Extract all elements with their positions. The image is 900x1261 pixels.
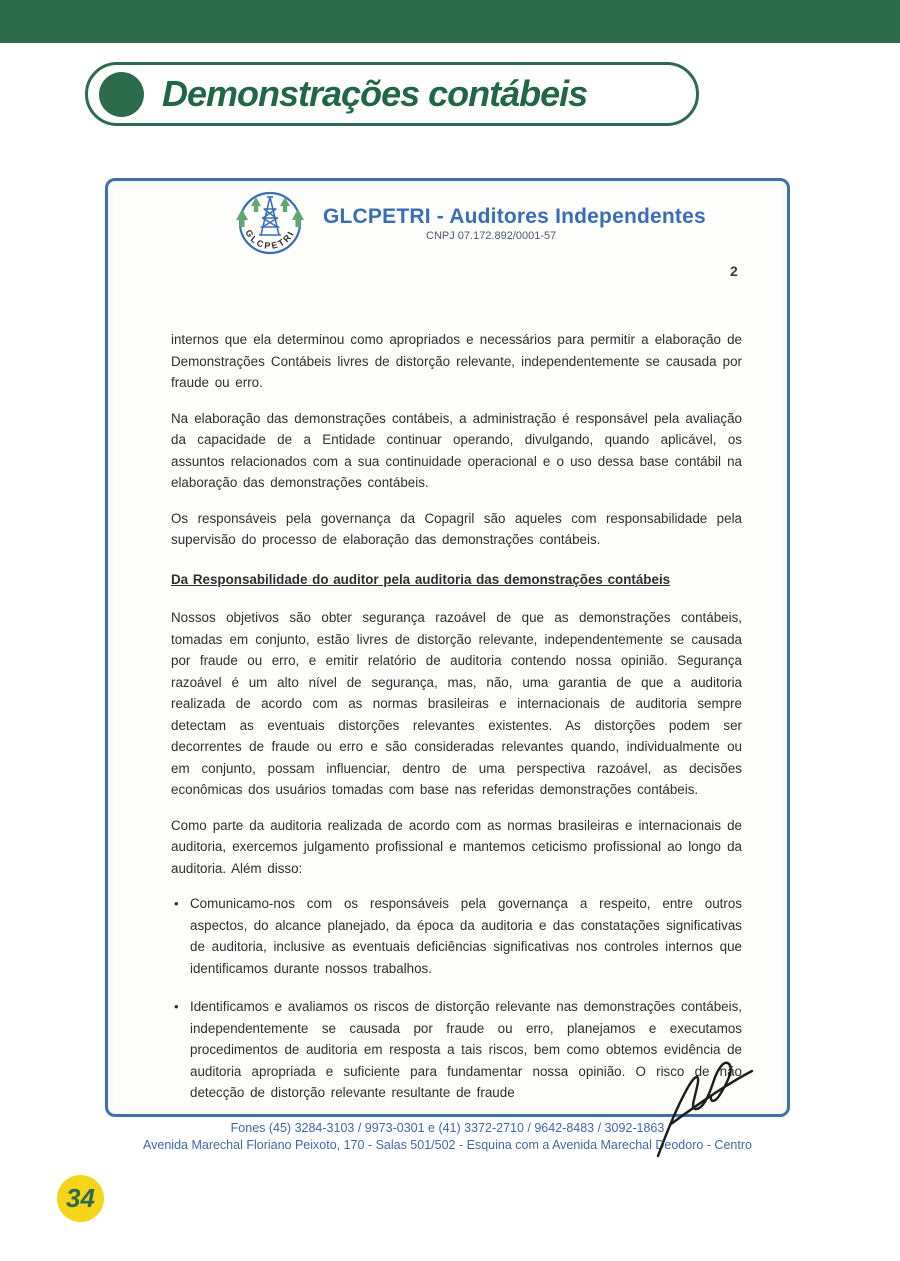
footer-phones: Fones (45) 3284-3103 / 9973-0301 e (41) 3372-2710 / 9642-8483 / 3092-1863 xyxy=(230,1121,665,1135)
list-item-text: Comunicamo-nos com os responsáveis pela governança a respeito, entre outros aspectos, do alcance planejado, da época da auditoria e das constatações significativas de auditoria, inclusive as eventuais deficiências significativas nos controles internos que identificamos durante nossos trabalhos. xyxy=(190,896,742,976)
letterhead-title: GLCPETRI - Auditores Independentes xyxy=(323,205,706,228)
letterhead-cnpj: CNPJ 07.172.892/0001-57 xyxy=(426,230,557,242)
list-item-text: Identificamos e avaliamos os riscos de distorção relevante nas demonstrações contábeis, independentemente se causada por fraude ou erro, planejamos e executamos procedimentos de auditoria em resposta a tais riscos, bem como obtemos evidência de auditoria apropriada e suficiente para fundamentar nossa opinião. O risco de não detecção de distorção relevante resultante de fraude xyxy=(190,999,742,1100)
logo-curved-text: GLCPETRI xyxy=(243,227,297,251)
section-title: Demonstrações contábeis xyxy=(162,73,588,114)
glcpetri-logo-icon xyxy=(228,187,312,263)
paragraph: Os responsáveis pela governança da Copagril são aqueles com responsabilidade pela supervisão do processo de elaboração das demonstrações contábeis. xyxy=(171,510,742,547)
page-number-badge xyxy=(57,1175,104,1222)
section-title-pill xyxy=(85,62,699,126)
paragraph: Nossos objetivos são obter segurança razoável de que as demonstrações contábeis, tomadas em conjunto, estão livres de distorção relevante, independentemente se causada por fraude ou erro, e emitir relatório de auditoria contendo nossa opinião. Segurança razoável é um alto nível de segurança, mas, não, uma garantia de que a auditoria realizada de acordo com as normas brasileiras e internacionais de auditoria sempre detectam as eventuais distorções relevantes existentes. As distorções podem ser decorrentes de fraude ou erro e são consideradas relevantes quando, individualmente ou em conjunto, possam influenciar, dentro de uma perspectiva razoável, as decisões econômicas dos usuários tomadas com base nas referidas demonstrações contábeis. xyxy=(171,610,742,797)
document-page-number: 2 xyxy=(730,263,738,279)
bullet-icon: • xyxy=(174,896,179,911)
bullet-dot-icon xyxy=(99,72,144,117)
bullet-icon: • xyxy=(174,999,179,1014)
signature-icon xyxy=(648,1044,756,1158)
list-item xyxy=(171,893,742,979)
scanned-document xyxy=(105,178,790,1117)
footer-address: Avenida Marechal Floriano Peixoto, 170 - Salas 501/502 - Esquina com a Avenida Marechal Deodoro - Centro xyxy=(143,1138,752,1152)
page-number: 34 xyxy=(66,1183,95,1213)
paragraph: Como parte da auditoria realizada de acordo com as normas brasileiras e internacionais de auditoria, exercemos julgamento profissional e mantemos ceticismo profissional ao longo da auditoria. Além disso: xyxy=(171,817,742,876)
paragraph: Na elaboração das demonstrações contábeis, a administração é responsável pela avaliação da capacidade de a Entidade continuar operando, divulgando, quando aplicável, os assuntos relacionados com a sua continuidade operacional e o uso dessa base contábil na elaboração das demonstrações contábeis. xyxy=(171,410,742,490)
document-body xyxy=(171,329,742,1121)
section-heading: Da Responsabilidade do auditor pela auditoria das demonstrações contábeis xyxy=(171,571,671,587)
top-banner xyxy=(0,0,900,43)
paragraph: internos que ela determinou como apropriados e necessários para permitir a elaboração de Demonstrações Contábeis livres de distorção relevante, independentemente se causada por fraude ou erro. xyxy=(171,332,742,390)
